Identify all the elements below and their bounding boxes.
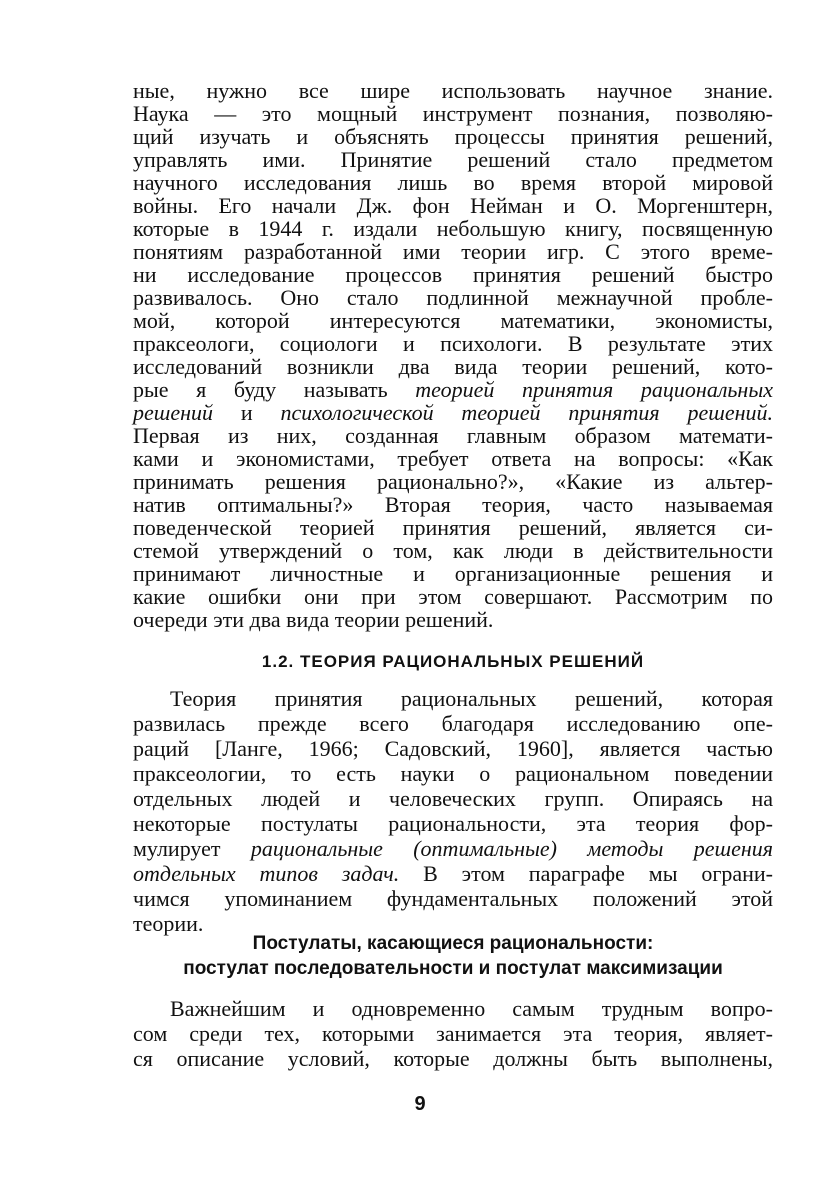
text-line: развивалось. Оно стало подлинной межнаучной пробле- xyxy=(133,285,773,310)
text-line: сом среди тех, которыми занимается эта теория, являет- xyxy=(133,1021,773,1046)
text-line: стемой утверждений о том, как люди в действительности xyxy=(133,538,773,563)
text-span: В этом параграфе мы ограни- xyxy=(423,861,774,886)
text-line: войны. Его начали Дж. фон Нейман и О. Моргенштерн, xyxy=(133,193,773,218)
text-line: раций [Ланге, 1966; Садовский, 1960], является частью xyxy=(133,736,773,761)
italic-term: рациональные (оптимальные) методы решения xyxy=(250,836,774,861)
text-line xyxy=(133,861,773,887)
text-line: поведенческой теорией принятия решений, является си- xyxy=(133,515,773,540)
text-span: и xyxy=(240,400,253,425)
text-line: исследований возникли два вида теории решений, кото- xyxy=(133,354,773,379)
text-line: праксеологии, то есть науки о рациональном поведении xyxy=(133,761,773,786)
text-line: праксеологи, социологи и психологи. В результате этих xyxy=(133,331,773,356)
text-span: рые я буду называть xyxy=(133,377,388,402)
text-line: отдельных людей и человеческих групп. Опираясь на xyxy=(133,786,773,811)
text-line: мой, которой интересуются математики, экономисты, xyxy=(133,308,773,333)
text-line: Первая из них, созданная главным образом математи- xyxy=(133,423,773,448)
text-line: Теория принятия рациональных решений, которая xyxy=(170,686,773,711)
text-line: щий изучать и объяснять процессы принятия решений, xyxy=(133,124,773,149)
text-line: очереди эти два вида теории решений. xyxy=(133,607,494,632)
subheading-line: Постулаты, касающиеся рациональности: xyxy=(252,933,654,954)
page-number: 9 xyxy=(414,1093,426,1115)
text-line xyxy=(133,836,773,862)
text-line: ся описание условий, которые должны быть выполнены, xyxy=(133,1046,773,1071)
text-line: ные, нужно все шире использовать научное знание. xyxy=(133,78,773,103)
text-line: ками и экономистами, требует ответа на вопросы: «Как xyxy=(133,446,773,471)
text-line: Важнейшим и одновременно самым трудным вопро- xyxy=(170,996,773,1021)
text-line: чимся упоминанием фундаментальных положений этой xyxy=(133,886,773,911)
text-line: теории. xyxy=(133,911,204,936)
text-line: Наука — это мощный инструмент познания, позволяю- xyxy=(133,101,773,126)
text-line: натив оптимальны?» Вторая теория, часто называемая xyxy=(133,492,773,517)
section-heading: 1.2. ТЕОРИЯ РАЦИОНАЛЬНЫХ РЕШЕНИЙ xyxy=(261,652,645,671)
text-line: понятиям разработанной ими теории игр. С этого време- xyxy=(133,239,773,264)
italic-term: решений xyxy=(133,400,214,425)
text-line: развилась прежде всего благодаря исследованию опе- xyxy=(133,711,773,736)
text-line: управлять ими. Принятие решений стало предметом xyxy=(133,147,773,172)
text-line: какие ошибки они при этом совершают. Рассмотрим по xyxy=(133,584,773,609)
text-line: принимать решения рационально?», «Какие из альтер- xyxy=(133,469,773,494)
italic-term: теорией принятия рациональных xyxy=(415,377,774,402)
subheading-line: постулат последовательности и постулат максимизации xyxy=(183,958,723,979)
text-line: принимают личностные и организационные решения и xyxy=(133,561,773,586)
italic-term: психологической теорией принятия решений. xyxy=(280,400,774,425)
italic-term: отдельных типов задач. xyxy=(133,861,400,886)
text-line: некоторые постулаты рациональности, эта теория фор- xyxy=(133,811,773,836)
text-line: которые в 1944 г. издали небольшую книгу, посвященную xyxy=(133,216,773,241)
text-line: научного исследования лишь во время второй мировой xyxy=(133,170,773,195)
text-span: мулирует xyxy=(133,836,221,861)
text-line: ни исследование процессов принятия решений быстро xyxy=(133,262,773,287)
